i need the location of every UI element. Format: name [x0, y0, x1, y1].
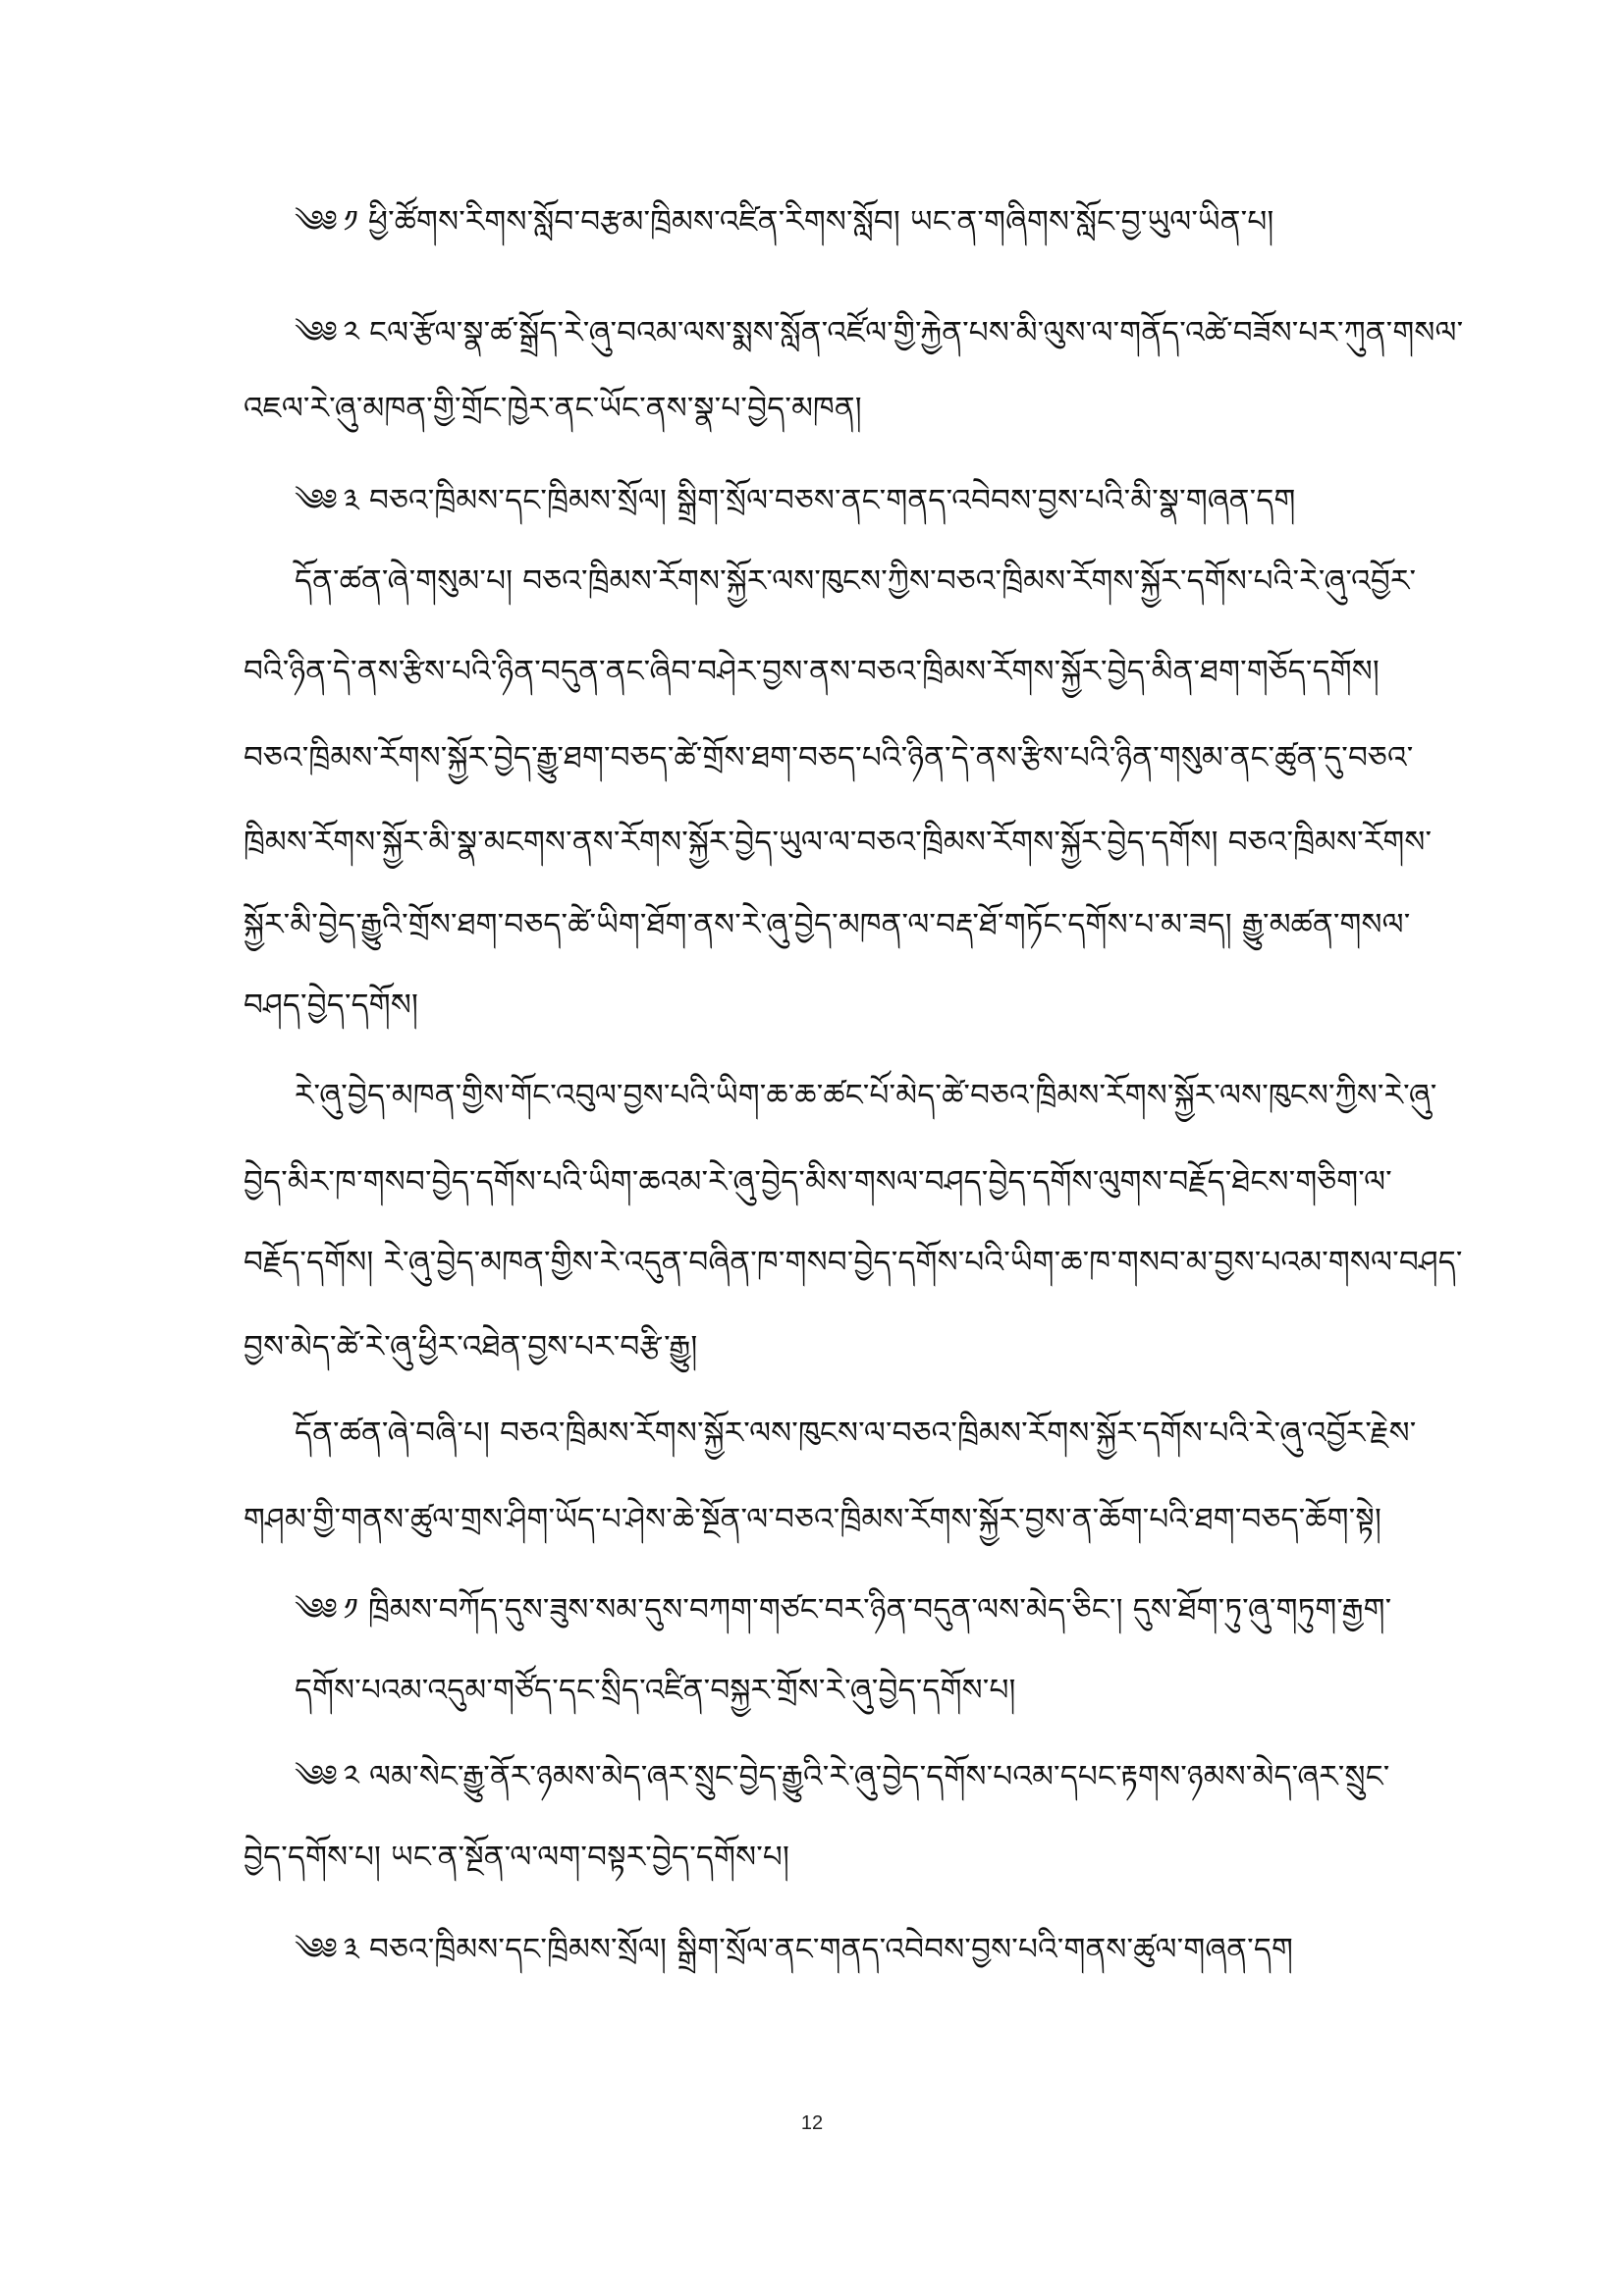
line-text: ༡ ཕྱི་ཚོགས་རིགས་སློབ་བརྩམ་ཁྲིམས་འཛིན་རིགས་སློབ། ཡང་ན་གཞིགས་སློང་བྱ་ཡུལ་ཡིན་པ། — [343, 204, 1274, 240]
text-line — [244, 652, 1380, 691]
text-line — [244, 1327, 697, 1366]
line-text: བྱས་མེད་ཚེ་རེ་ཞུ་ཕྱིར་འཐེན་བྱས་པར་བརྩི་རྒྱུ། — [244, 1329, 698, 1364]
text-line — [244, 823, 1432, 862]
section-marker: ༄༅ — [295, 1592, 338, 1628]
text-line — [295, 313, 1463, 352]
page-number: 12 — [800, 2112, 824, 2134]
text-line — [244, 1243, 1463, 1282]
text-line — [295, 1930, 1293, 1969]
section-marker: ༄༅ — [295, 1759, 338, 1794]
line-text: དགོས་པའམ་འདུམ་གཙོད་དང་སྲིད་འཛིན་བསྐྱར་གྲོས་རེ་ཞུ་བྱེད་དགོས་པ། — [295, 1673, 1016, 1708]
line-text: གཤམ་གྱི་གནས་ཚུལ་གྲས་ཤིག་ཡོད་པ་ཤེས་ཆེ་སྔོན་ལ་བཅའ་ཁྲིམས་རོགས་སྐྱོར་བྱས་ན་ཆོག་པའི་ཐག་བཅད་ཆོག་སྟེ། — [244, 1502, 1382, 1537]
line-text: ༣ བཅའ་ཁྲིམས་དང་ཁྲིམས་སྲོལ། སྒྲིག་སྲོལ་བཅས་ནང་གནད་འབེབས་བྱས་པའི་མི་སྣ་གཞན་དག — [343, 483, 1296, 518]
text-line — [295, 1757, 1389, 1796]
line-text: བྱེད་མིར་ཁ་གསབ་བྱེད་དགོས་པའི་ཡིག་ཆའམ་རེ་ཞུ་བྱེད་མིས་གསལ་བཤད་བྱེད་དགོས་ལུགས་བརྗོད་ཐེངས་གཅིག་ལ་ — [244, 1164, 1392, 1200]
text-line — [295, 1590, 1391, 1629]
line-text: འཇལ་རེ་ཞུ་མཁན་གྱི་གྲོང་ཁྱེར་ནང་ཡོང་ནས་སྣ་པ་བྱེད་མཁན། — [244, 391, 862, 426]
section-marker: ༄༅ — [295, 1932, 338, 1967]
text-line — [244, 738, 1413, 777]
text-line — [244, 389, 862, 428]
line-text: བཤད་བྱེད་དགོས། — [244, 988, 419, 1023]
text-line — [295, 202, 1273, 241]
section-marker: ༄༅ — [295, 483, 338, 518]
text-line — [244, 1162, 1392, 1201]
text-line — [244, 1500, 1381, 1539]
line-text: ༡ ཁྲིམས་བཀོད་དུས་ཟུས་སམ་དུས་བཀག་གཙང་བར་ཉིན་བདུན་ལས་མེད་ཅིང་། དུས་ཐོག་ཏུ་ཞུ་གཏུག་རྒྱག་ — [343, 1592, 1392, 1628]
text-line — [244, 1838, 789, 1877]
section-marker: ༄༅ — [295, 315, 338, 350]
line-text: དོན་ཚན་ཞེ་གསུམ་པ། བཅའ་ཁྲིམས་རོགས་སྐྱོར་ལས་ཁུངས་ཀྱིས་བཅའ་ཁྲིམས་རོགས་སྐྱོར་དགོས་པའི་རེ་ཞུ་འབྱོར་ — [295, 563, 1417, 599]
text-line — [295, 1076, 1437, 1115]
line-text: རེ་ཞུ་བྱེད་མཁན་གྱིས་གོང་འབུལ་བྱས་པའི་ཡིག་ཆ་ཆ་ཚང་པོ་མེད་ཚེ་བཅའ་ཁྲིམས་རོགས་སྐྱོར་ལས་ཁུངས་ཀྱིས་རེ་ཞུ་ — [295, 1078, 1437, 1113]
section-marker: ༄༅ — [295, 204, 338, 240]
text-line — [244, 905, 1410, 944]
text-line — [295, 1414, 1416, 1453]
line-text: སྐྱོར་མི་བྱེད་རྒྱུའི་གྲོས་ཐག་བཅད་ཚེ་ཡིག་ཐོག་ནས་རེ་ཞུ་བྱེད་མཁན་ལ་བརྡ་ཐོ་གཏོང་དགོས་པ་མ་ཟད། རྒྱུ་མཚན་གསལ་ — [244, 907, 1411, 942]
line-text: ༢ ངལ་རྩོལ་སྣ་ཚ་སྒྲོད་རེ་ཞུ་བའམ་ལས་སྨས་སློན་འཛོལ་གྱི་རྐྱེན་པས་མི་ལུས་ལ་གནོད་འཚེ་བཟོས་པར་ཀུན་གསལ་ — [343, 315, 1464, 350]
text-line — [295, 561, 1416, 601]
text-line — [295, 481, 1296, 520]
line-text: བའི་ཉིན་དེ་ནས་རྩིས་པའི་ཉིན་བདུན་ནང་ཞིབ་བཤེར་བྱས་ནས་བཅའ་ཁྲིམས་རོགས་སྐྱོར་བྱེད་མིན་ཐག་གཅོད་དགོས། — [244, 654, 1380, 689]
line-text: ༣ བཅའ་ཁྲིམས་དང་ཁྲིམས་སྲོལ། སྒྲིག་སྲོལ་ནང་གནད་འབེབས་བྱས་པའི་གནས་ཚུལ་གཞན་དག — [343, 1932, 1294, 1967]
line-text: བརྗོད་དགོས། རེ་ཞུ་བྱེད་མཁན་གྱིས་རེ་འདུན་བཞིན་ཁ་གསབ་བྱེད་དགོས་པའི་ཡིག་ཆ་ཁ་གསབ་མ་བྱས་པའམ་གསལ་བཤད་ — [244, 1245, 1463, 1280]
line-text: དོན་ཚན་ཞེ་བཞི་པ། བཅའ་ཁྲིམས་རོགས་སྐྱོར་ལས་ཁུངས་ལ་བཅའ་ཁྲིམས་རོགས་སྐྱོར་དགོས་པའི་རེ་ཞུ་འབྱོར་རྗེས་ — [295, 1415, 1417, 1451]
text-line — [295, 1671, 1016, 1710]
line-text: བྱེད་དགོས་པ། ཡང་ན་སྔོན་ལ་ལག་བསྟར་བྱེད་དགོས་པ། — [244, 1840, 790, 1875]
line-text: ༢ ལམ་སེང་རྒྱུ་ནོར་ཉམས་མེད་ཞར་སྲུང་བྱེད་རྒྱུའི་རེ་ཞུ་བྱེད་དགོས་པའམ་དཔང་རྟགས་ཉམས་མེད་ཞར་སྲུང་ — [343, 1759, 1390, 1794]
line-text: ཁྲིམས་རོགས་སྐྱོར་མི་སྣ་མངགས་ནས་རོགས་སྐྱོར་བྱེད་ཡུལ་ལ་བཅའ་ཁྲིམས་རོགས་སྐྱོར་བྱེད་དགོས། བཅའ་ཁྲིམས་རོགས་ — [244, 825, 1433, 860]
text-line — [244, 986, 418, 1025]
line-text: བཅའ་ཁྲིམས་རོགས་སྐྱོར་བྱེད་རྒྱུ་ཐག་བཅད་ཚེ་གྲོས་ཐག་བཅད་པའི་ཉིན་དེ་ནས་རྩིས་པའི་ཉིན་གསུམ་ནང་ཚུན་དུ་བཅའ་ — [244, 740, 1414, 775]
